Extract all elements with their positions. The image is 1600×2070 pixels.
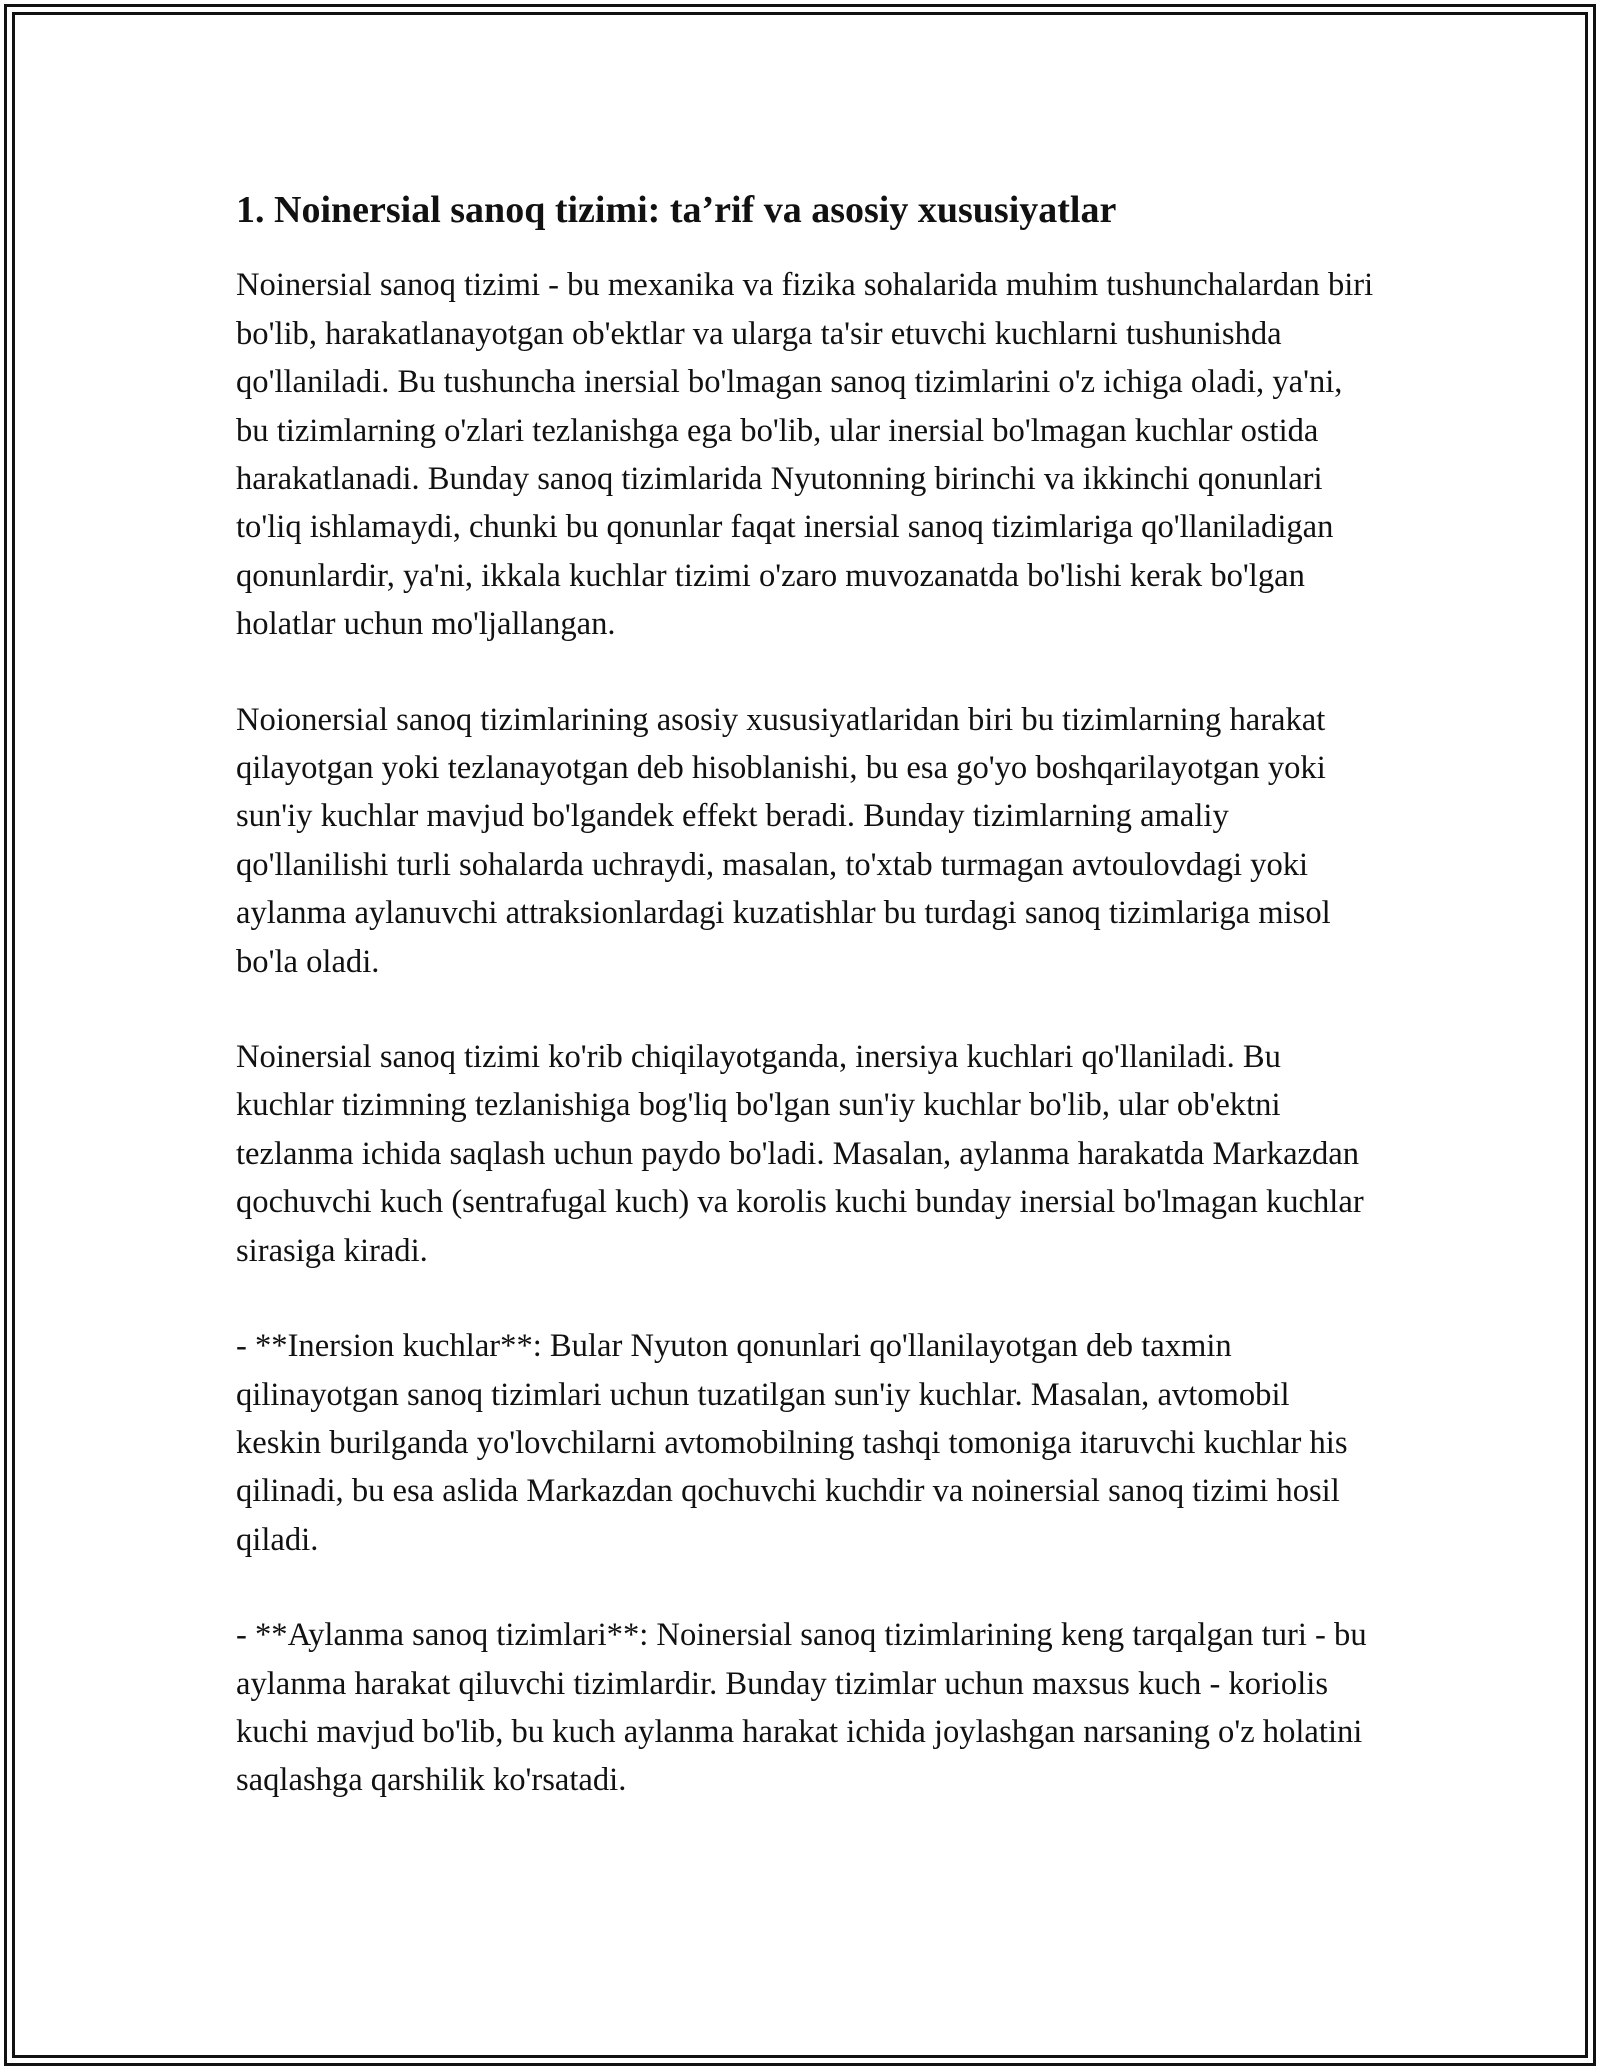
section-heading: 1. Noinersial sanoq tizimi: ta’rif va asosiy xususiyatlar [236, 189, 1117, 231]
list-item-rotating-frames: - **Aylanma sanoq tizimlari**: Noinersial sanoq tizimlarining keng tarqalgan turi - bu aylanma harakat qiluvchi tizimlardir. Bunday tizimlar uchun maxsus kuch - koriolis kuchi mavjud bo'lib, bu kuch aylanma harakat ichida joylashgan narsaning o'z holatini saqlashga qarshilik ko'rsatadi. [236, 1617, 1367, 1799]
paragraph-inertial-forces: Noinersial sanoq tizimi ko'rib chiqilayotganda, inersiya kuchlari qo'llaniladi. Bu kuchlar tizimning tezlanishiga bog'liq bo'lgan sun'iy kuchlar bo'lib, ular ob'ektni tezlanma ichida saqlash uchun paydo bo'ladi. Masalan, aylanma harakatda Markazdan qochuvchi kuch (sentrafugal kuch) va korolis kuchi bunday inersial bo'lmagan kuchlar sirasiga kiradi. [236, 1039, 1364, 1269]
list-item-inersion-forces: - **Inersion kuchlar**: Bular Nyuton qonunlari qo'llanilayotgan deb taxmin qilinayotgan sanoq tizimlari uchun tuzatilgan sun'iy kuchlar. Masalan, avtomobil keskin burilganda yo'lovchilarni avtomobilning tashqi tomoniga itaruvchi kuchlar his qilinadi, bu esa aslida Markazdan qochuvchi kuchdir va noinersial sanoq tizimi hosil qiladi. [236, 1328, 1348, 1558]
paragraph-main-properties: Noionersial sanoq tizimlarining asosiy xususiyatlaridan biri bu tizimlarning harakat qilayotgan yoki tezlanayotgan deb hisoblanishi, bu esa go'yo boshqarilayotgan yoki sun'iy kuchlar mavjud bo'lgandek effekt beradi. Bunday tizimlarning amaliy qo'llanilishi turli sohalarda uchraydi, masalan, to'xtab turmagan avtoulovdagi yoki aylanma aylanuvchi attraksionlardagi kuzatishlar bu turdagi sanoq tizimlariga misol bo'la oladi. [236, 701, 1331, 980]
paragraph-definition: Noinersial sanoq tizimi - bu mexanika va fizika sohalarida muhim tushunchalardan biri bo'lib, harakatlanayotgan ob'ektlar va ularga ta'sir etuvchi kuchlarni tushunishda qo'llaniladi. Bu tushuncha inersial bo'lmagan sanoq tizimlarini o'z ichiga oladi, ya'ni, bu tizimlarning o'zlari tezlanishga ega bo'lib, ular inersial bo'lmagan kuchlar ostida harakatlanadi. Bunday sanoq tizimlarida Nyutonning birinchi va ikkinchi qonunlari to'liq ishlamaydi, chunki bu qonunlar faqat inersial sanoq tizimlariga qo'llaniladigan qonunlardir, ya'ni, ikkala kuchlar tizimi o'zaro muvozanatda bo'lishi kerak bo'lgan holatlar uchun mo'ljallangan. [236, 267, 1374, 643]
document-body [236, 186, 1376, 1852]
